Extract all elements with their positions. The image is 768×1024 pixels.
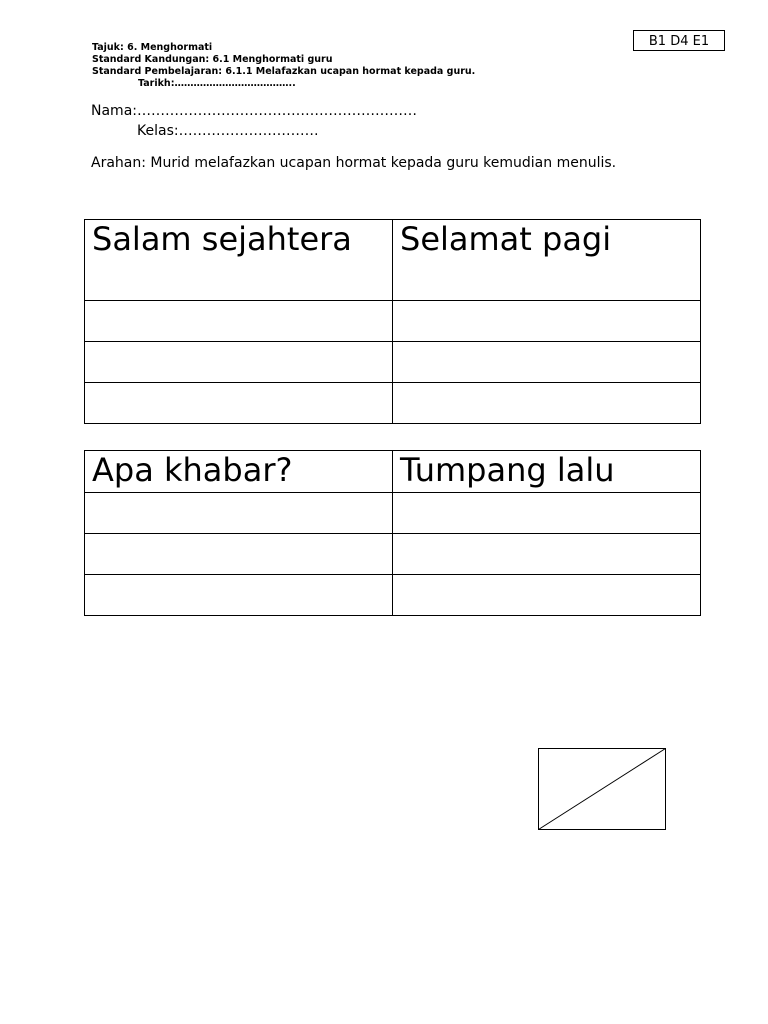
writing-cell (85, 493, 393, 534)
writing-cell (85, 534, 393, 575)
diagonal-box-icon (538, 748, 666, 830)
table-row (85, 301, 701, 342)
writing-cell (85, 301, 393, 342)
writing-cell (393, 493, 701, 534)
table-row (85, 493, 701, 534)
table-header-row (85, 451, 701, 493)
writing-cell (393, 575, 701, 616)
writing-cell (393, 534, 701, 575)
worksheet-header (92, 42, 475, 90)
tarikh-line: Tarikh:……………………………….. (138, 78, 296, 89)
writing-cell (85, 342, 393, 383)
table-header-row (85, 220, 701, 301)
table-row (85, 342, 701, 383)
table-cell-greeting: Selamat pagi (393, 220, 701, 301)
table-cell-greeting: Salam sejahtera (85, 220, 393, 301)
writing-cell (393, 301, 701, 342)
table-row (85, 534, 701, 575)
table-cell-greeting: Apa khabar? (85, 451, 393, 493)
writing-cell (85, 383, 393, 424)
table-row (85, 575, 701, 616)
writing-cell (85, 575, 393, 616)
standard-pembelajaran-line: Standard Pembelajaran: 6.1.1 Melafazkan ucapan hormat kepada guru. (92, 66, 476, 77)
greeting-table-2 (84, 450, 701, 616)
table-cell-greeting: Tumpang lalu (393, 451, 701, 493)
tajuk-line: Tajuk: 6. Menghormati (92, 42, 213, 53)
nama-field: Nama:…………………………………………………… (91, 103, 417, 119)
standard-kandungan-line: Standard Kandungan: 6.1 Menghormati guru (92, 54, 333, 65)
worksheet-code: B1 D4 E1 (633, 30, 725, 51)
table-row (85, 383, 701, 424)
writing-cell (393, 342, 701, 383)
kelas-field: Kelas:………………………… (137, 123, 319, 139)
instruction-text: Arahan: Murid melafazkan ucapan hormat kepada guru kemudian menulis. (91, 155, 617, 171)
greeting-table-1 (84, 219, 701, 424)
writing-cell (393, 383, 701, 424)
